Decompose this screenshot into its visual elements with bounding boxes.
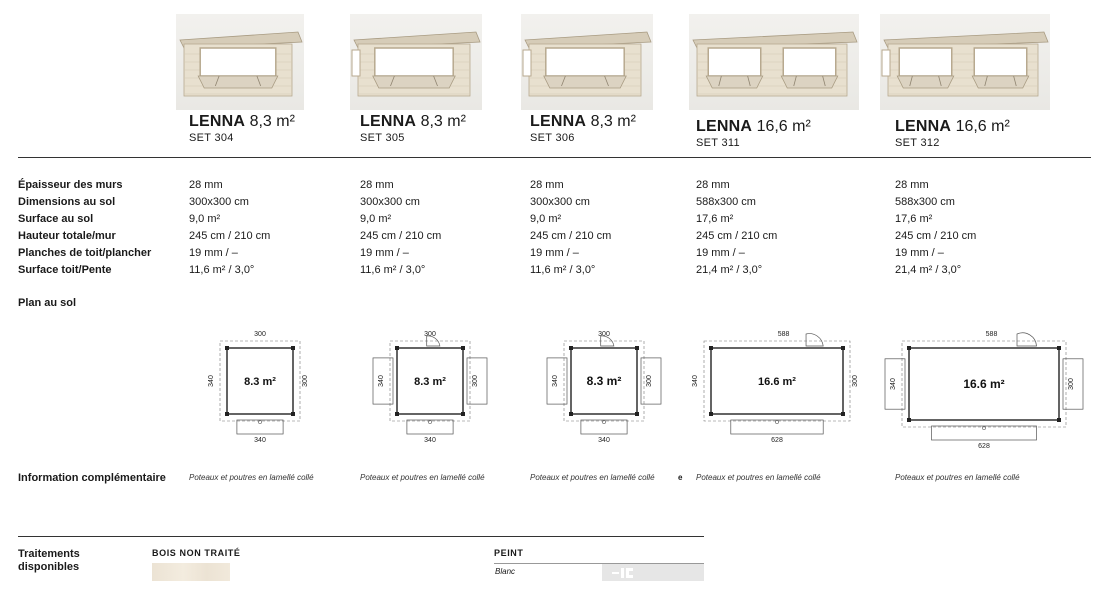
spec-value: 28 mm [189, 179, 223, 191]
product-title-4 [696, 118, 811, 136]
treatments-label-line2: disponibles [18, 561, 80, 573]
floor-plan-5 [864, 326, 1104, 461]
plan-area: 16.6 m² [963, 377, 1005, 391]
spec-value: 19 mm / – [530, 247, 579, 259]
spec-value: 28 mm [696, 179, 730, 191]
spec-value: 28 mm [530, 179, 564, 191]
plan-dim-bottom: 340 [424, 437, 436, 444]
floor-plan-4 [666, 326, 888, 461]
spec-label: Dimensions au sol [18, 196, 116, 208]
product-set-code-3: SET 306 [530, 132, 575, 144]
plan-dim-right: 300 [302, 375, 309, 387]
spec-value: 300x300 cm [530, 196, 590, 208]
spec-value: 21,4 m² / 3,0° [895, 264, 962, 276]
product-name: LENNA [530, 113, 587, 130]
paint-label: PEINT [494, 548, 524, 558]
spec-label: Hauteur totale/mur [18, 230, 116, 242]
plan-dim-bottom: 340 [598, 437, 610, 444]
product-area: 8,3 m² [249, 113, 295, 130]
spec-label: Surface au sol [18, 213, 94, 225]
spec-value: 245 cm / 210 cm [360, 230, 442, 242]
additional-info-note: Poteaux et poutres en lamellé collé [696, 473, 821, 482]
kiosk-illustration [521, 14, 653, 110]
plan-dim-bottom: 628 [771, 437, 783, 444]
paint-option-white-label: Blanc [495, 567, 516, 576]
spec-value: 17,6 m² [895, 213, 933, 225]
plan-dim-top: 300 [254, 331, 266, 338]
spec-value: 19 mm / – [895, 247, 944, 259]
floor-plan-label: Plan au sol [18, 297, 77, 309]
product-set-code-2: SET 305 [360, 132, 405, 144]
plan-dim-left: 340 [692, 375, 699, 387]
treatments-divider [18, 536, 704, 537]
floor-plan-drawing [864, 326, 1104, 456]
plan-dim-left: 340 [208, 375, 215, 387]
product-title-2 [360, 113, 466, 131]
product-name: LENNA [360, 113, 417, 130]
product-set-code-5: SET 312 [895, 137, 940, 149]
plan-dim-top: 300 [424, 331, 436, 338]
product-image-4 [689, 14, 859, 110]
additional-info-note: Poteaux et poutres en lamellé collé [530, 473, 655, 482]
product-name: LENNA [189, 113, 246, 130]
plan-dim-top: 300 [598, 331, 610, 338]
product-title-1 [189, 113, 295, 131]
plan-area: 8.3 m² [586, 374, 622, 388]
plan-dim-right: 300 [1068, 378, 1075, 390]
spec-value: 9,0 m² [360, 213, 392, 225]
plan-dim-top: 588 [985, 331, 998, 338]
floor-plan-3 [526, 326, 682, 461]
product-image-3 [521, 14, 653, 110]
plan-dim-left: 340 [552, 375, 559, 387]
floor-plan-2 [352, 326, 508, 461]
pallet-logo-icon [610, 567, 640, 579]
product-name: LENNA [696, 118, 753, 135]
plan-dim-left: 340 [378, 375, 385, 387]
spec-value: 28 mm [895, 179, 929, 191]
product-image-1 [176, 14, 304, 110]
product-area: 16,6 m² [756, 118, 811, 135]
spec-value: 588x300 cm [696, 196, 756, 208]
spec-value: 245 cm / 210 cm [696, 230, 778, 242]
product-area: 16,6 m² [955, 118, 1010, 135]
product-title-3 [530, 113, 636, 131]
plan-dim-right: 300 [472, 375, 479, 387]
additional-info-label: Information complémentaire [18, 472, 166, 484]
product-area: 8,3 m² [590, 113, 636, 130]
product-title-5 [895, 118, 1010, 136]
header-divider [18, 157, 1091, 158]
plan-area: 8.3 m² [414, 376, 446, 388]
untreated-wood-swatch[interactable] [152, 563, 230, 581]
plan-dim-right: 300 [852, 375, 859, 387]
spec-value: 11,6 m² / 3,0° [530, 264, 596, 276]
stray-char: e [678, 473, 683, 482]
kiosk-illustration [350, 14, 482, 110]
spec-value: 9,0 m² [189, 213, 221, 225]
spec-value: 300x300 cm [360, 196, 420, 208]
spec-value: 11,6 m² / 3,0° [189, 264, 255, 276]
spec-value: 28 mm [360, 179, 394, 191]
spec-value: 9,0 m² [530, 213, 562, 225]
plan-area: 16.6 m² [758, 376, 796, 388]
spec-value: 19 mm / – [189, 247, 238, 259]
spec-label: Planches de toit/plancher [18, 247, 152, 259]
spec-value: 19 mm / – [360, 247, 409, 259]
product-name: LENNA [895, 118, 952, 135]
plan-dim-left: 340 [890, 378, 897, 390]
spec-value: 245 cm / 210 cm [895, 230, 977, 242]
paint-white-swatch[interactable] [602, 564, 704, 581]
product-image-5 [880, 14, 1050, 110]
product-area: 8,3 m² [420, 113, 466, 130]
additional-info-note: Poteaux et poutres en lamellé collé [189, 473, 314, 482]
untreated-wood-label: BOIS NON TRAITÉ [152, 548, 241, 558]
spec-value: 21,4 m² / 3,0° [696, 264, 763, 276]
product-set-code-1: SET 304 [189, 132, 234, 144]
plan-dim-right: 300 [646, 375, 653, 387]
spec-label: Épaisseur des murs [18, 179, 123, 191]
spec-value: 245 cm / 210 cm [189, 230, 271, 242]
treatments-label [18, 548, 80, 574]
plan-dim-top: 588 [777, 331, 790, 338]
spec-value: 19 mm / – [696, 247, 745, 259]
spec-value: 245 cm / 210 cm [530, 230, 612, 242]
plan-dim-bottom: 340 [254, 437, 266, 444]
spec-label: Surface toit/Pente [18, 264, 112, 276]
spec-value: 11,6 m² / 3,0° [360, 264, 426, 276]
floor-plan-drawing [352, 326, 508, 456]
plan-dim-bottom: 628 [978, 443, 990, 450]
floor-plan-drawing [666, 326, 888, 456]
floor-plan-drawing [526, 326, 682, 456]
product-image-2 [350, 14, 482, 110]
product-set-code-4: SET 311 [696, 137, 740, 149]
floor-plan-drawing [182, 326, 338, 456]
floor-plan-1 [182, 326, 338, 461]
additional-info-note: Poteaux et poutres en lamellé collé [895, 473, 1020, 482]
plan-area: 8.3 m² [244, 376, 276, 388]
spec-value: 300x300 cm [189, 196, 249, 208]
treatments-label-line1: Traitements [18, 548, 80, 560]
kiosk-illustration [880, 14, 1050, 110]
spec-value: 588x300 cm [895, 196, 955, 208]
kiosk-illustration [689, 14, 859, 110]
kiosk-illustration [176, 14, 304, 110]
spec-value: 17,6 m² [696, 213, 734, 225]
additional-info-note: Poteaux et poutres en lamellé collé [360, 473, 485, 482]
